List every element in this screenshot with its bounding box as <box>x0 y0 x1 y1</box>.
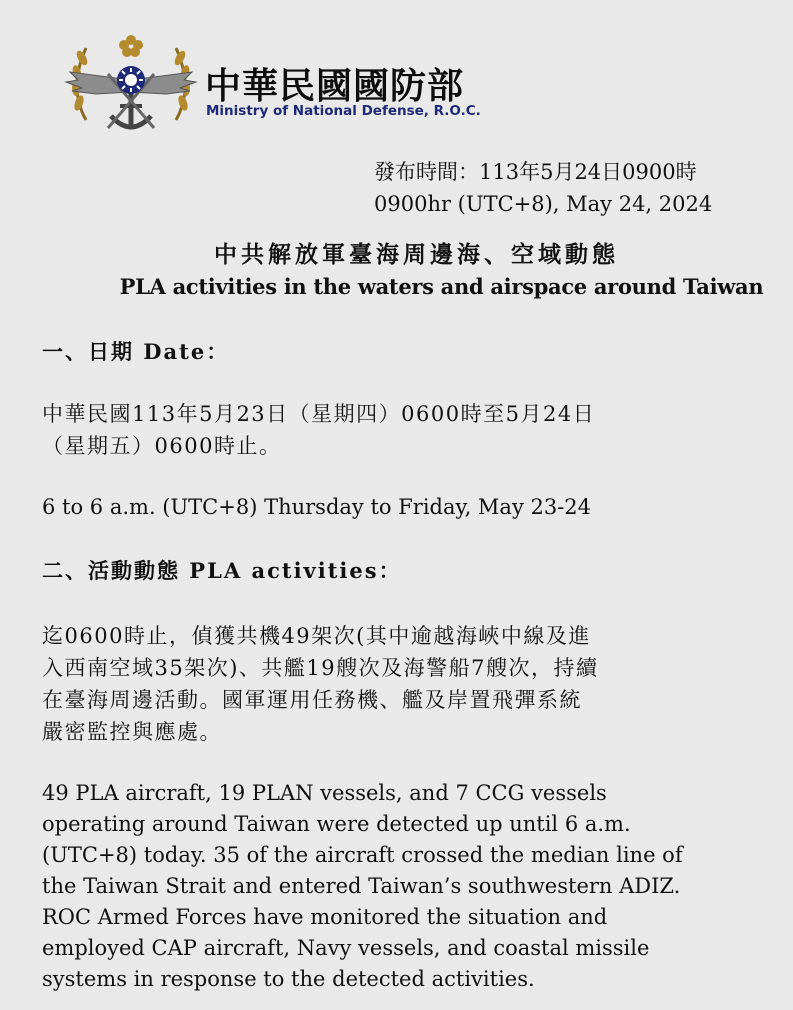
section-activities-heading: 二、活動動態 PLA activities： <box>42 558 402 583</box>
activities-english-line: operating around Taiwan were detected up until 6 a.m. <box>42 812 631 836</box>
release-time <box>374 156 712 220</box>
activities-chinese-line: 在臺海周邊活動。國軍運用任務機、艦及岸置飛彈系統 <box>42 688 582 712</box>
release-time-chinese: 發布時間：113年5月24日0900時 <box>374 160 697 184</box>
activities-english-line: ROC Armed Forces have monitored the situation and <box>42 905 608 929</box>
activities-english-line: systems in response to the detected activities. <box>42 967 535 991</box>
document-title <box>0 238 793 302</box>
activities-chinese-line: 嚴密監控與應處。 <box>42 720 222 744</box>
activities-chinese-line: 迄0600時止，偵獲共機49架次(其中逾越海峽中線及進 <box>42 624 591 648</box>
activities-english-line: the Taiwan Strait and entered Taiwan’s southwestern ADIZ. <box>42 874 681 898</box>
date-chinese-line: （星期五）0600時止。 <box>42 434 282 458</box>
date-chinese-line: 中華民國113年5月23日（星期四）0600時至5月24日 <box>42 402 596 426</box>
activities-chinese-paragraph <box>42 620 758 748</box>
activities-chinese-line: 入西南空域35架次)、共艦19艘次及海警船7艘次，持續 <box>42 656 599 680</box>
release-time-english: 0900hr (UTC+8), May 24, 2024 <box>374 192 713 216</box>
date-english-paragraph: 6 to 6 a.m. (UTC+8) Thursday to Friday, May 23-24 <box>42 495 592 519</box>
section-date-heading: 一、日期 Date： <box>42 339 230 364</box>
national-defense-emblem-icon <box>56 28 206 140</box>
activities-english-line: employed CAP aircraft, Navy vessels, and coastal missile <box>42 936 650 960</box>
date-chinese-paragraph <box>42 398 758 462</box>
ministry-name-english: Ministry of National Defense, R.O.C. <box>206 103 481 119</box>
activities-english-paragraph <box>42 778 758 995</box>
title-english: PLA activities in the waters and airspace around Taiwan <box>119 274 764 299</box>
ministry-name-chinese: 中華民國國防部 <box>205 66 465 107</box>
activities-english-line: (UTC+8) today. 35 of the aircraft crossed the median line of <box>42 843 683 867</box>
title-chinese: 中共解放軍臺海周邊海、空域動態 <box>214 241 619 268</box>
activities-english-line: 49 PLA aircraft, 19 PLAN vessels, and 7 CCG vessels <box>42 781 607 805</box>
